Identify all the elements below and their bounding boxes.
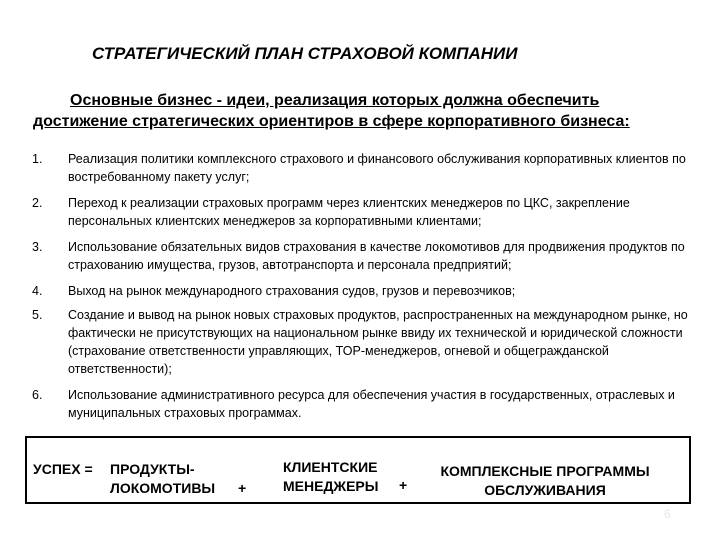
item-text: Использование административного ресурса для обеспечения участия в государственных, отраслевых и муниципальных страховых программах. bbox=[68, 388, 675, 420]
item-text: Реализация политики комплексного страхового и финансового обслуживания корпоративных клиентов по востребованному пакету услуг; bbox=[68, 152, 686, 184]
item-number: 6. bbox=[32, 388, 43, 402]
item-text: Выход на рынок международного страхования судов, грузов и перевозчиков; bbox=[68, 284, 516, 298]
page-title: СТРАТЕГИЧЕСКИЙ ПЛАН СТРАХОВОЙ КОМПАНИИ bbox=[92, 44, 518, 63]
item-number: 3. bbox=[32, 240, 43, 254]
item-number: 5. bbox=[32, 308, 43, 322]
subtitle-line-1: Основные бизнес - идеи, реализация которых должна обеспечить bbox=[70, 92, 600, 109]
item-text: Переход к реализации страховых программ через клиентских менеджеров по ЦКС, закрепление персональных клиентских менеджеров за корпоративными клиентами; bbox=[68, 196, 630, 228]
plus-sign: + bbox=[238, 480, 247, 496]
item-text: Создание и вывод на рынок новых страховых продуктов, распространенных на международном рынке, но фактически не присутствующих на национальном рынке ввиду их технической и юридической сложности (страхование ответственности управляющих, ТОР-менеджеров, огневой и общегражданской ответственности); bbox=[68, 308, 688, 376]
plus-sign: + bbox=[399, 477, 408, 493]
client-managers-label: КЛИЕНТСКИЕ МЕНЕДЖЕРЫ bbox=[283, 459, 379, 494]
subtitle-line-2: достижение стратегических ориентиров в сфере корпоративного бизнеса: bbox=[33, 113, 630, 130]
item-number: 4. bbox=[32, 284, 43, 298]
success-formula-box bbox=[25, 436, 691, 504]
item-number: 2. bbox=[32, 196, 43, 210]
subtitle bbox=[30, 90, 710, 132]
item-text: Использование обязательных видов страхования в качестве локомотивов для продвижения продуктов по страхованию имущества, грузов, автотранспорта и персонала предприятий; bbox=[68, 240, 685, 272]
products-locomotives-label: ПРОДУКТЫ- ЛОКОМОТИВЫ bbox=[110, 461, 216, 496]
item-number: 1. bbox=[32, 152, 43, 166]
page-number: 6 bbox=[664, 507, 671, 521]
complex-programs-label: КОМПЛЕКСНЫЕ ПРОГРАММЫ ОБСЛУЖИВАНИЯ bbox=[440, 463, 650, 498]
success-label: УСПЕХ = bbox=[33, 461, 93, 477]
